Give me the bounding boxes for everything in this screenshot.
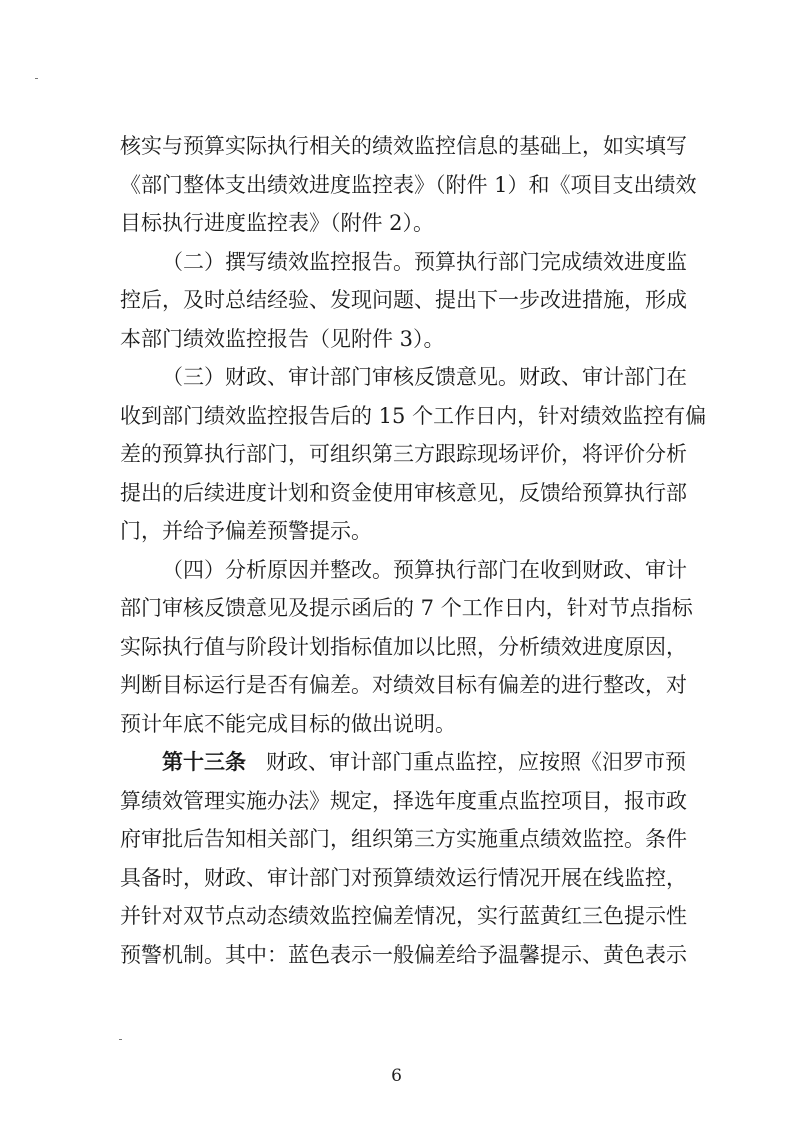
text-line: 提出的后续进度计划和资金使用审核意见，反馈给预算执行部 [120, 480, 687, 505]
text-line: 判断目标运行是否有偏差。对绩效目标有偏差的进行整改，对 [120, 673, 687, 697]
text-line: 《部门整体支出绩效进度监控表》（附件 1）和《项目支出绩效 [120, 172, 697, 197]
body-text [120, 127, 712, 974]
text-line: 本部门绩效监控报告（见附件 3）。 [120, 326, 445, 351]
text-line: 具备时，财政、审计部门对预算绩效运行情况开展在线监控， [120, 865, 687, 890]
text-line: 差的预算执行部门，可组织第三方跟踪现场评价，将评价分析 [120, 442, 687, 466]
text-line: 核实与预算实际执行相关的绩效监控信息的基础上，如实填写 [120, 134, 687, 158]
text-line: 收到部门绩效监控报告后的 15 个工作日内，针对绩效监控有偏 [120, 403, 707, 428]
text-line: （二）撰写绩效监控报告。预算执行部门完成绩效进度监 [162, 249, 687, 274]
article-heading: 第十三条 [162, 749, 246, 774]
text-line [120, 743, 712, 782]
scan-mark [35, 78, 38, 79]
text-line: 门，并给予偏差预警提示。 [120, 519, 372, 543]
text-line: 预计年底不能完成目标的做出说明。 [120, 711, 456, 736]
text-line: 府审批后告知相关部门，组织第三方实施重点绩效监控。条件 [120, 827, 687, 851]
text-line: 并针对双节点动态绩效监控偏差情况，实行蓝黄红三色提示性 [120, 904, 687, 928]
text-line: （四）分析原因并整改。预算执行部门在收到财政、审计 [162, 557, 687, 582]
text-line: 预警机制。其中：蓝色表示一般偏差给予温馨提示、黄色表示 [120, 942, 687, 967]
text-line: 算绩效管理实施办法》规定，择选年度重点监控项目，报市政 [120, 788, 687, 813]
text-line: 部门审核反馈意见及提示函后的 7 个工作日内，针对节点指标 [120, 596, 693, 620]
scan-mark [119, 1039, 122, 1040]
text-line: 控后，及时总结经验、发现问题、提出下一步改进措施，形成 [120, 288, 687, 312]
text-line: 实际执行值与阶段计划指标值加以比照，分析绩效进度原因， [120, 634, 687, 659]
article-text: 财政、审计部门重点监控，应按照《汨罗市预 [266, 750, 686, 774]
page-number: 6 [391, 1066, 402, 1086]
text-line: （三）财政、审计部门审核反馈意见。财政、审计部门在 [162, 365, 687, 389]
text-line: 目标执行进度监控表》（附件 2）。 [120, 211, 435, 235]
